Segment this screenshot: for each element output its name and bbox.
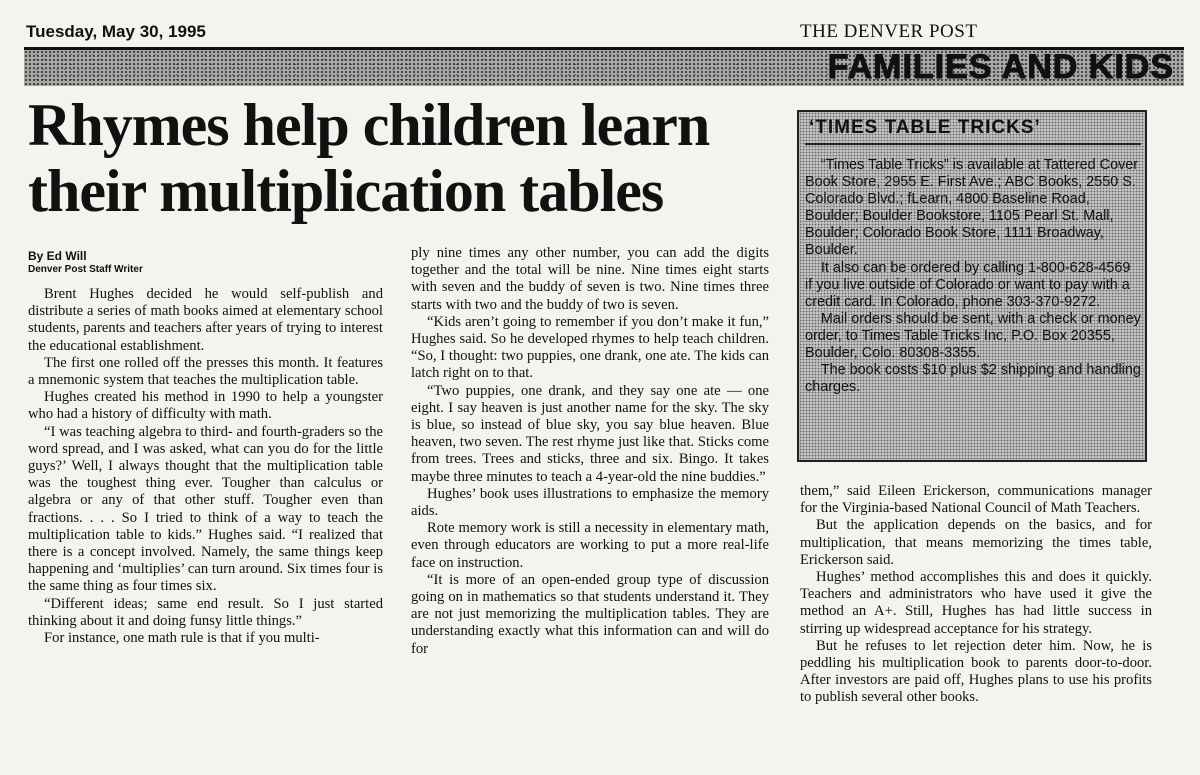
newspaper-name: THE DENVER POST xyxy=(800,21,978,42)
byline-author: By Ed Will xyxy=(28,249,87,263)
publication-date: Tuesday, May 30, 1995 xyxy=(26,22,206,41)
paragraph: “I was teaching algebra to third- and fourth-graders so the word spread, and I was asked, what can you do for the little guys?’ Well, I always thought that the multiplication table was the toughest thing ever. Tougher than calculus or algebra or any of that other stuff. Tougher even than fractions. . . . So I tried to think of a way to teach the multiplication table to kids.” Hughes said. “I realized that there is a concept involved. Namely, the same things keep happening and ‘multiplies’ can turn around. Six times four is the same thing as four times six. xyxy=(28,423,383,595)
sidebar-paragraph: “Times Table Tricks” is available at Tattered Cover Book Store, 2955 E. First Ave.; ABC Books, 2550 S. Colorado Blvd.; fLearn, 4800 Baseline Road, Boulder; Boulder Bookstore, 1105 Pearl St. Mall, Boulder; Colorado Book Store, 1111 Broadway, Boulder. xyxy=(805,157,1139,259)
paragraph: “Kids aren’t going to remember if you don’t make it fun,” Hughes said. So he developed rhymes to help teach children. “So, I thought: two puppies, one drank, one ate. The kids can latch right on to that. xyxy=(411,313,769,382)
paragraph: Brent Hughes decided he would self-publish and distribute a series of math books aimed at elementary school students, parents and teachers after years of trying to interest the educational establishment. xyxy=(28,286,383,354)
paragraph: The first one rolled off the presses this month. It features a mnemonic system that teaches the multiplication table. xyxy=(28,354,383,389)
paragraph: For instance, one math rule is that if you multi- xyxy=(44,630,320,647)
sidebar-text xyxy=(805,157,1141,396)
paragraph: But the application depends on the basics, and for multiplication, that means memorizing the times table, Erickerson said. xyxy=(800,517,1152,568)
sidebar-title: ‘TIMES TABLE TRICKS’ xyxy=(805,114,1141,145)
paragraph: Hughes’ book uses illustrations to emphasize the memory aids. xyxy=(411,485,769,520)
paragraph: them,” said Eileen Erickerson, communications manager for the Virginia-based National Council of Math Teachers. xyxy=(800,483,1152,517)
paragraph: Hughes’ method accomplishes this and does it quickly. Teachers and administrators who have used it give the method an A+. Still, Hughes has had little success in stirring up widespread acceptance for his strategy. xyxy=(800,569,1152,637)
article-column-3 xyxy=(800,483,1152,707)
byline xyxy=(28,249,143,277)
sidebar-paragraph: Mail orders should be sent, with a check or money order, to Times Table Tricks Inc, P.O. Box 20355, Boulder, Colo. 80308-3355. xyxy=(805,310,1141,362)
paragraph: Hughes created his method in 1990 to help a youngster who had a history of difficulty with math. xyxy=(28,389,383,423)
sidebar-box xyxy=(797,110,1147,462)
paragraph: But he refuses to let rejection deter him. Now, he is peddling his multiplication book to parents door-to-door. After investors are paid off, Hughes plans to use his profits to publish several other books. xyxy=(800,637,1152,706)
article-column-1 xyxy=(28,286,383,647)
sidebar-paragraph: It also can be ordered by calling 1-800-628-4569 if you live outside of Colorado or want to pay with a credit card. In Colorado, phone 303-370-9272. xyxy=(805,259,1131,310)
paragraph: “It is more of an open-ended group type of discussion going on in mathematics so that students understand it. They are not just memorizing the multiplication tables. They are understanding exactly what this information can and will do for xyxy=(411,571,769,657)
paragraph: Rote memory work is still a necessity in elementary math, even through educators are working to put a more real-life face on instruction. xyxy=(411,520,769,571)
sidebar-paragraph: The book costs $10 plus $2 shipping and handling charges. xyxy=(805,362,1141,396)
byline-role: Denver Post Staff Writer xyxy=(28,264,143,275)
section-title: FAMILIES AND KIDS xyxy=(827,48,1174,86)
section-banner xyxy=(24,47,1184,86)
article-column-2 xyxy=(411,245,769,658)
paragraph: “Different ideas; same end result. So I just started thinking about it and doing funsy little things.” xyxy=(28,595,383,629)
paragraph: “Two puppies, one drank, and they say one ate — one eight. I say heaven is just another name for the sky. The sky is blue, so instead of blue sky, you say blue heaven. Blue heaven, two seven. The rest rhyme just like that. Sticks come from trees. Trees and sticks, three and six. Bingo. It takes maybe three minutes to teach a 4-year-old the nine buddies.” xyxy=(411,382,769,485)
paragraph: ply nine times any other number, you can add the digits together and the total will be nine. Nine times eight starts with seven and the buddy of seven is two. Nine times three starts with two and the buddy of two is seven. xyxy=(411,245,769,313)
headline: Rhymes help children learn their multiplication tables xyxy=(28,92,710,224)
